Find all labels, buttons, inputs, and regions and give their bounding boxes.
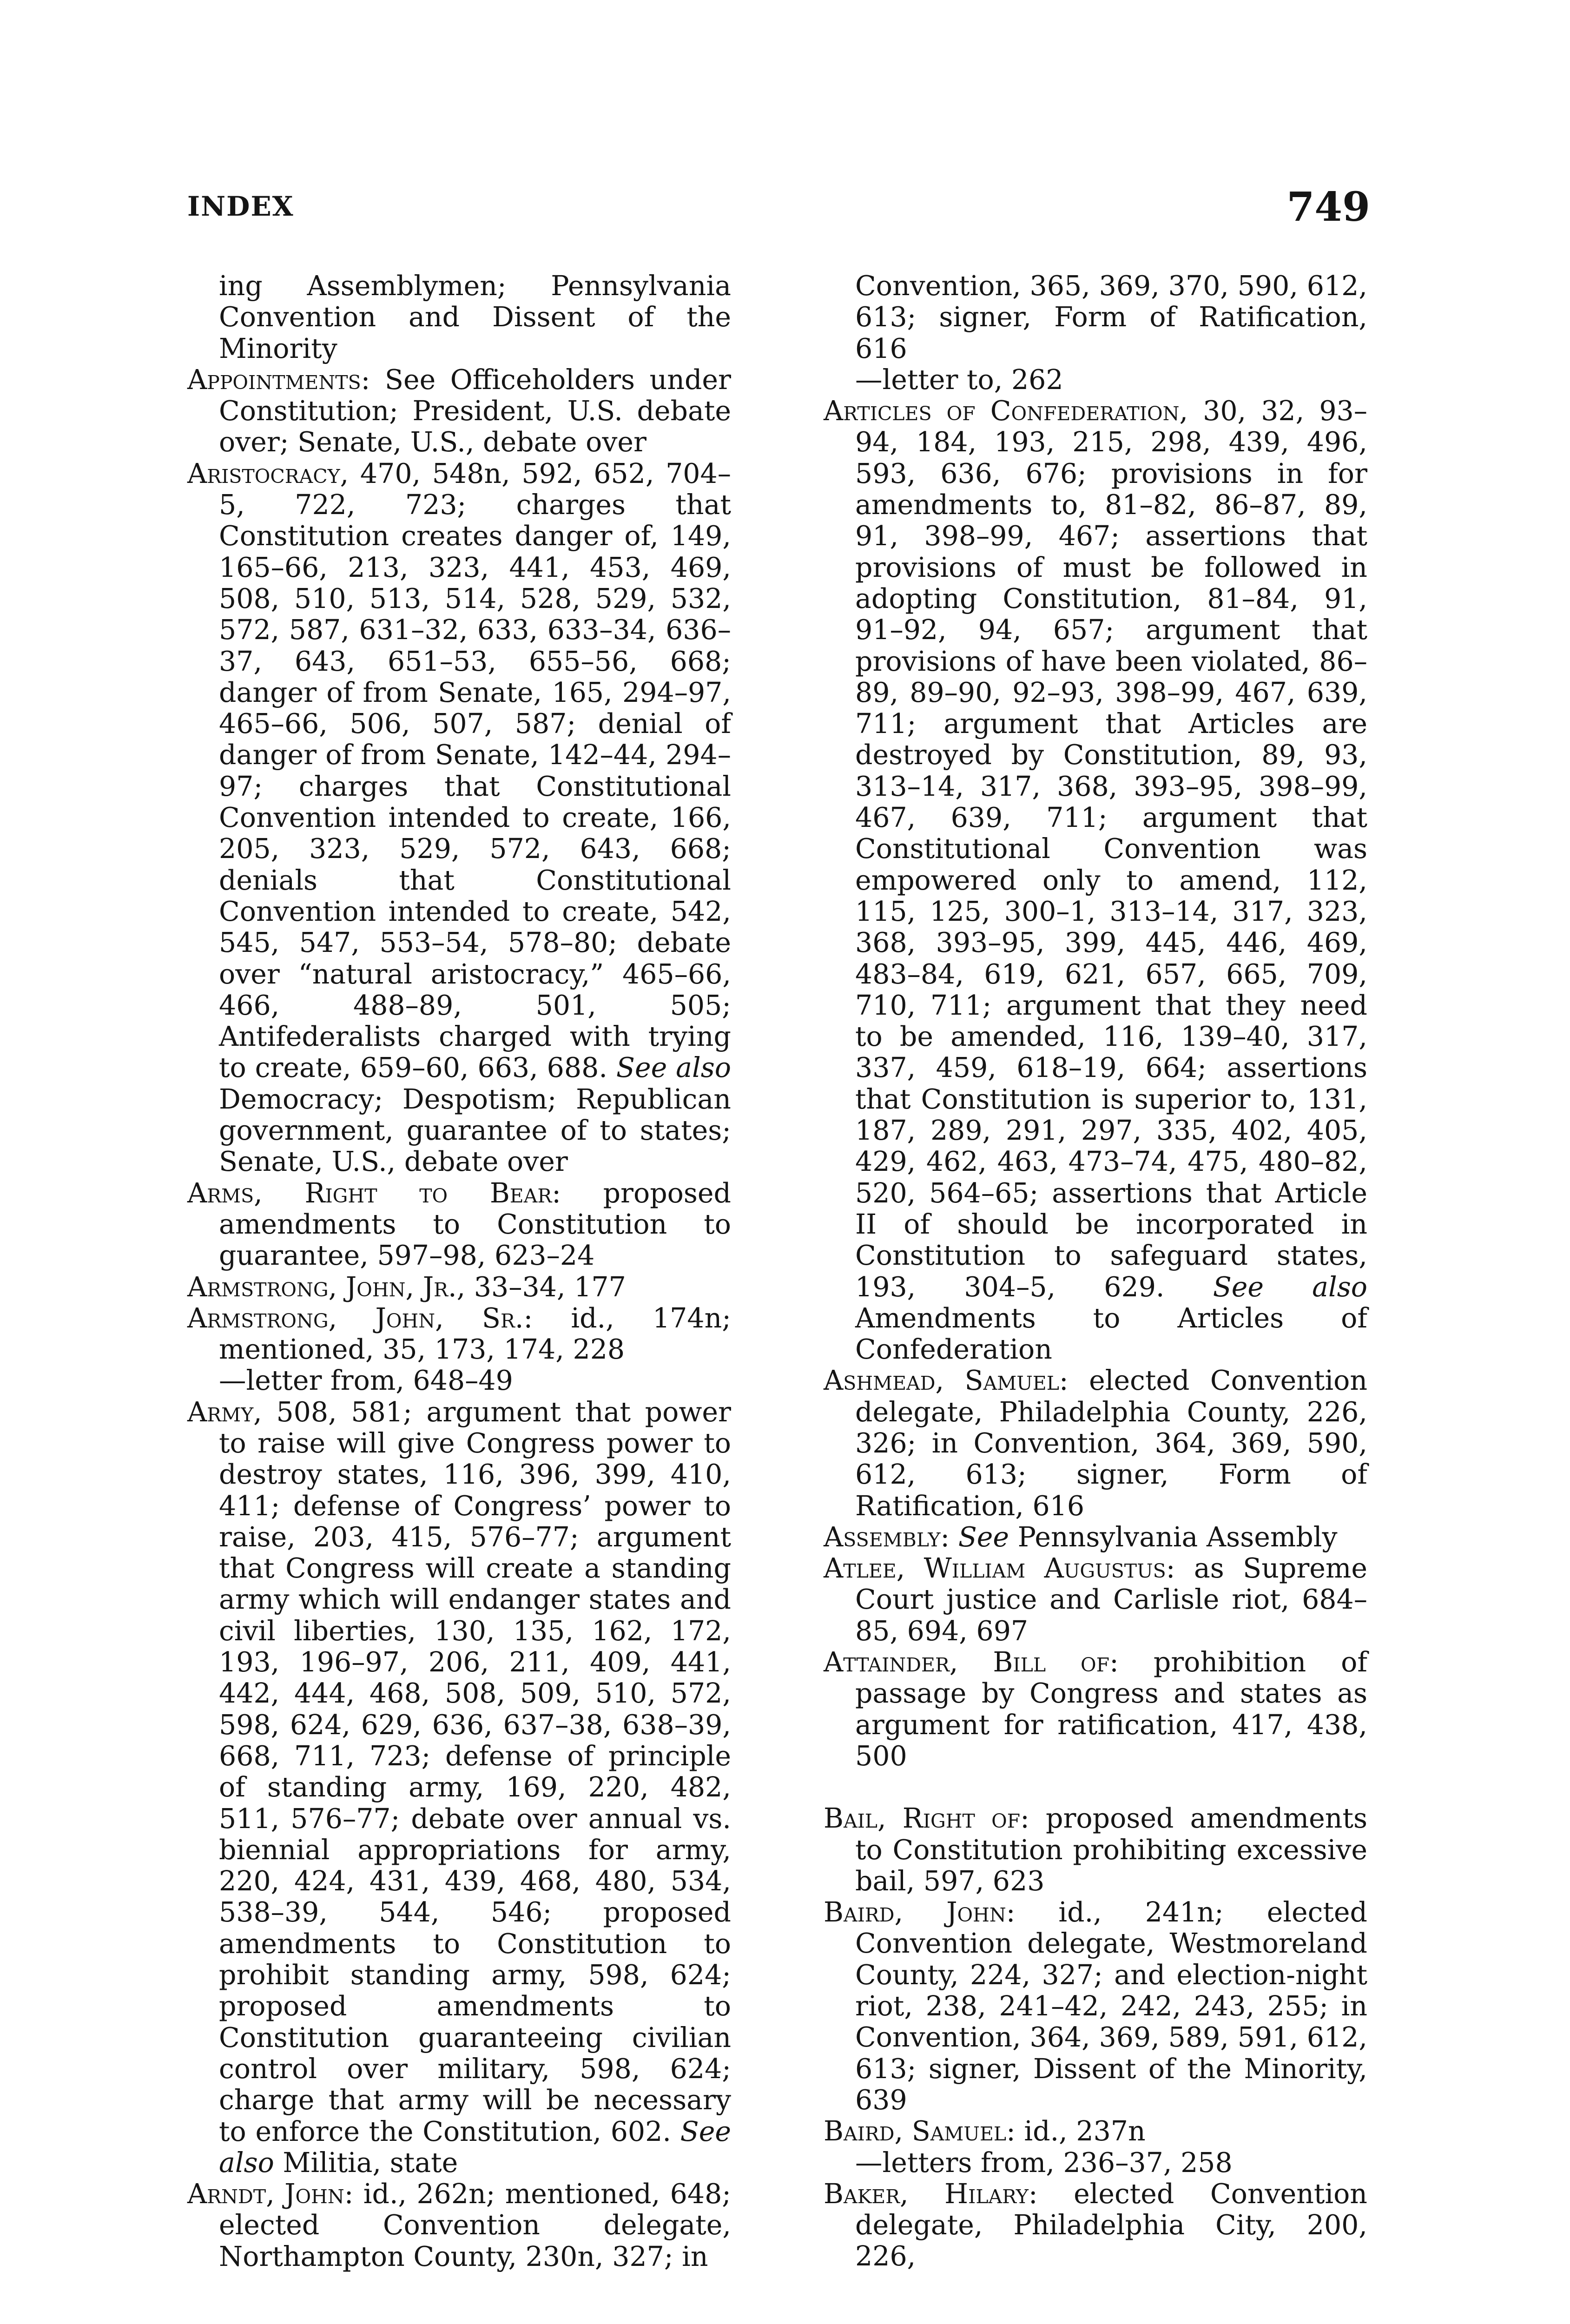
entry-heading: Ashmead, Samuel: <box>824 1365 1069 1397</box>
entry-heading: Attainder, Bill of: <box>824 1646 1119 1678</box>
entry-tail: Democracy; Despotism; Republican government, guarantee of to states; Senate, U.S., debate over <box>219 1083 731 1178</box>
index-entry <box>824 2116 1367 2147</box>
see-also-ref: See also <box>616 1052 731 1084</box>
entry-text: 30, 32, 93–94, 184, 193, 215, 298, 439, 496, 593, 636, 676; provisions in for amendments to, 81–82, 86–87, 89, 91, 398–99, 467; assertions that provisions of must be followed in adopting Constitution, 81–84, 91, 91–92, 94, 657; argument that provisions of have been violated, 86–89, 89–90, 92–93, 398–99, 467, 639, 711; argument that Articles are destroyed by Constitution, 89, 93, 313–14, 317, 368, 393–95, 398–99, 467, 639, 711; argument that Constitutional Convention was empowered only to amend, 112, 115, 125, 300–1, 313–14, 317, 323, 368, 393–95, 399, 445, 446, 469, 483–84, 619, 621, 657, 665, 709, 710, 711; argument that they need to be amended, 116, 139–40, 317, 337, 459, 618–19, 664; assertions that Constitution is superior to, 131, 187, 289, 291, 297, 335, 402, 405, 429, 462, 463, 473–74, 475, 480–82, 520, 564–65; assertions that Article II of should be incorporated in Constitution to safeguard states, 193, 304–5, 629. <box>855 395 1368 1303</box>
section-gap <box>824 1772 1367 1803</box>
index-continuation <box>824 364 1367 396</box>
index-entry <box>824 1365 1367 1521</box>
entry-text: id., 241n; elected Convention delegate, Westmoreland County, 224, 327; and election-night riot, 238, 241–42, 242, 243, 255; in Convention, 364, 369, 589, 591, 612, 613; signer, Dissent of the Minority, 639 <box>855 1896 1367 2116</box>
entry-heading: Baird, John: <box>824 1896 1016 1928</box>
entry-text: elected Convention delegate, Philadelphia City, 200, 226, <box>855 2178 1367 2272</box>
entry-heading: Aristocracy, <box>187 457 349 489</box>
entry-text: —letter from, 648–49 <box>219 1365 513 1397</box>
index-entry <box>824 2179 1367 2272</box>
entry-heading: Armstrong, John, Sr.: <box>187 1302 533 1334</box>
see-also-ref: See also <box>1213 1271 1367 1303</box>
entry-heading: Armstrong, John, Jr., <box>187 1271 466 1303</box>
entry-text: 508, 581; argument that power to raise will give Congress power to destroy states, 116, 396, 399, 410, 411; defense of Congress’ power to raise, 203, 415, 576–77; argument that Congress will create a standing army which will endanger states and civil liberties, 130, 135, 162, 172, 193, 196–97, 206, 211, 409, 441, 442, 444, 468, 508, 509, 510, 572, 598, 624, 629, 636, 637–38, 638–39, 668, 711, 723; defense of principle of standing army, 169, 220, 482, 511, 576–77; debate over annual vs. biennial appropriations for army, 220, 424, 431, 439, 468, 480, 534, 538–39, 544, 546; proposed amendments to Constitution to prohibit standing army, 598, 624; proposed amendments to Constitution guaranteeing civilian control over military, 598, 624; charge that army will be necessary to enforce the Constitution, 602. <box>219 1396 731 2147</box>
entry-heading: Baker, Hilary: <box>824 2178 1038 2210</box>
entry-text: proposed amendments to Constitution prohibiting excessive bail, 597, 623 <box>855 1802 1367 1897</box>
entry-heading: Baird, Samuel: <box>824 2115 1016 2147</box>
entry-text: id., 237n <box>1015 2115 1146 2147</box>
see-also-ref: See <box>958 1521 1009 1553</box>
entry-text: —letters from, 236–37, 258 <box>855 2146 1233 2179</box>
index-entry <box>187 458 731 1178</box>
entry-text: proposed amendments to Constitution to guarantee, 597–98, 623–24 <box>219 1177 731 1272</box>
index-entry <box>824 1522 1367 1553</box>
entry-text: prohibition of passage by Congress and states as argument for ratification, 417, 438, 500 <box>855 1646 1367 1772</box>
index-entry <box>187 1272 731 1303</box>
index-continuation <box>187 271 731 364</box>
index-entry <box>824 1647 1367 1772</box>
entry-text: as Supreme Court justice and Carlisle riot, 684–85, 694, 697 <box>855 1552 1368 1647</box>
entry-tail: Amendments to Articles of Confederation <box>855 1302 1367 1366</box>
index-entry <box>824 1803 1367 1897</box>
index-entry <box>824 1553 1367 1647</box>
right-column <box>824 271 1367 2272</box>
index-entry <box>187 2179 731 2272</box>
running-head: INDEX <box>187 191 294 222</box>
entry-text: See Officeholders under Constitution; President, U.S. debate over; Senate, U.S., debate over <box>219 363 731 458</box>
entry-text <box>950 1521 958 1553</box>
entry-heading: Army, <box>187 1396 262 1428</box>
entry-heading: Arndt, John: <box>187 2178 354 2210</box>
index-continuation <box>824 271 1367 364</box>
entry-text: ing Assemblymen; Pennsylvania Convention and Dissent of the Minority <box>219 270 731 364</box>
index-entry <box>824 1897 1367 2116</box>
see-also-ref: See also <box>219 2115 731 2179</box>
index-continuation <box>824 2147 1367 2179</box>
entry-text: —letter to, 262 <box>855 363 1063 396</box>
entry-text: 470, 548n, 592, 652, 704–5, 722, 723; charges that Constitution creates danger of, 149, 165–66, 213, 323, 441, 453, 469, 508, 510, 513, 514, 528, 529, 532, 572, 587, 631–32, 633, 633–34, 636–37, 643, 651–53, 655–56, 668; danger of from Senate, 165, 294–97, 465–66, 506, 507, 587; denial of danger of from Senate, 142–44, 294–97; charges that Constitutional Convention intended to create, 166, 205, 323, 529, 572, 643, 668; denials that Constitutional Convention intended to create, 542, 545, 547, 553–54, 578–80; debate over “natural aristocracy,” 465–66, 466, 488–89, 501, 505; Antifederalists charged with trying to create, 659–60, 663, 688. <box>219 457 731 1084</box>
entry-tail: Pennsylvania Assembly <box>1009 1521 1338 1553</box>
entry-text: elected Convention delegate, Philadelphia County, 226, 326; in Convention, 364, 369, 590, 612, 613; signer, Form of Ratification, 616 <box>855 1365 1367 1522</box>
entry-heading: Articles of Confederation, <box>824 395 1188 427</box>
index-continuation <box>187 1365 731 1396</box>
index-entry <box>187 1397 731 2179</box>
entry-heading: Arms, Right to Bear: <box>187 1177 561 1209</box>
entry-text: 33–34, 177 <box>465 1271 626 1303</box>
entry-text: Convention, 365, 369, 370, 590, 612, 613; signer, Form of Ratification, 616 <box>855 270 1367 364</box>
left-column <box>187 271 731 2272</box>
index-entry <box>187 1303 731 1366</box>
entry-heading: Atlee, William Augustus: <box>824 1552 1175 1585</box>
index-entry <box>187 1178 731 1272</box>
entry-text: id., 262n; mentioned, 648; elected Convention delegate, Northampton County, 230n, 327; in <box>219 2178 731 2272</box>
entry-text: id., 174n; mentioned, 35, 173, 174, 228 <box>219 1302 731 1366</box>
entry-heading: Bail, Right of: <box>824 1802 1029 1835</box>
index-entry <box>824 396 1367 1365</box>
entry-heading: Assembly: <box>824 1521 950 1553</box>
entry-tail: Militia, state <box>274 2146 458 2179</box>
entry-heading: Appointments: <box>187 363 370 396</box>
index-entry <box>187 364 731 458</box>
page-number: 749 <box>1286 184 1370 231</box>
